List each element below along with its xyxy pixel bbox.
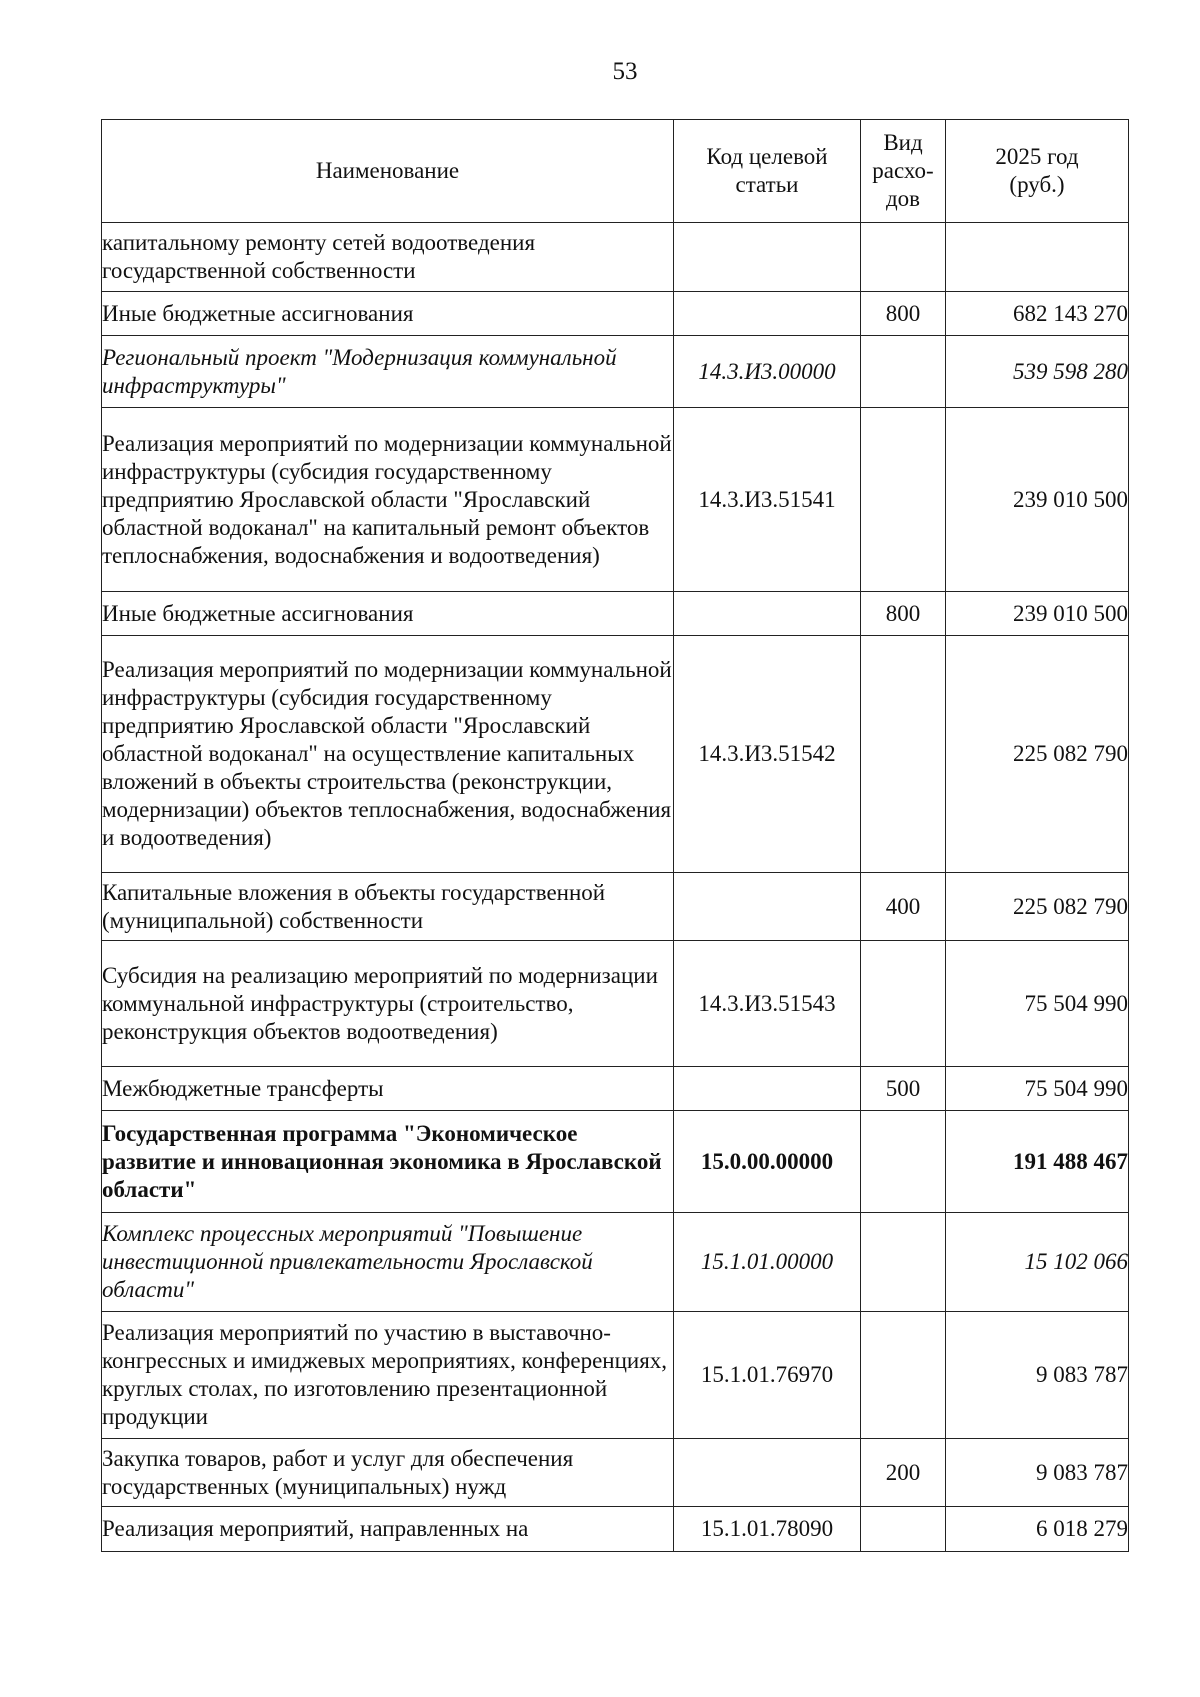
cell-name: Реализация мероприятий по модернизации коммунальной инфраструктуры (субсидия государственному предприятию Ярославской области "Ярославский областной водоканал" на капитальный ремонт объектов теплоснабжения, водоснабжения и водоотведения): [102, 408, 674, 592]
cell-amount: 6 018 279: [946, 1507, 1129, 1552]
page-number: 53: [612, 58, 638, 85]
cell-code: [674, 873, 861, 941]
cell-amount: 239 010 500: [946, 408, 1129, 592]
budget-table: [101, 119, 1129, 1552]
cell-code: [674, 1067, 861, 1111]
table-row: [102, 1111, 1129, 1213]
cell-name: капитальному ремонту сетей водоотведения государственной собственности: [102, 223, 674, 292]
cell-name: Комплекс процессных мероприятий "Повышение инвестиционной привлекательности Ярославской области": [102, 1213, 674, 1312]
cell-amount: 15 102 066: [946, 1213, 1129, 1312]
cell-amount: 225 082 790: [946, 873, 1129, 941]
cell-code: 15.1.01.78090: [674, 1507, 861, 1552]
table-row: [102, 408, 1129, 592]
cell-type: [861, 336, 946, 408]
cell-code: 14.3.И3.51543: [674, 941, 861, 1067]
cell-type: [861, 636, 946, 873]
cell-type: 400: [861, 873, 946, 941]
header-type: Вид расхо-дов: [861, 120, 946, 223]
table-row: [102, 1507, 1129, 1552]
table-header-row: [102, 120, 1129, 223]
table-row: [102, 873, 1129, 941]
header-name: Наименование: [102, 120, 674, 223]
cell-type: 200: [861, 1439, 946, 1507]
cell-code: 15.0.00.00000: [674, 1111, 861, 1213]
table-row: [102, 223, 1129, 292]
cell-amount: 75 504 990: [946, 941, 1129, 1067]
cell-type: [861, 1111, 946, 1213]
cell-code: [674, 592, 861, 636]
cell-type: [861, 1312, 946, 1439]
cell-type: [861, 223, 946, 292]
table-row: [102, 941, 1129, 1067]
table-row: [102, 336, 1129, 408]
cell-amount: 9 083 787: [946, 1439, 1129, 1507]
cell-name: Иные бюджетные ассигнования: [102, 292, 674, 336]
cell-amount: 191 488 467: [946, 1111, 1129, 1213]
cell-type: 800: [861, 592, 946, 636]
header-amount: 2025 год (руб.): [946, 120, 1129, 223]
cell-code: 15.1.01.00000: [674, 1213, 861, 1312]
cell-code: 14.3.И3.51542: [674, 636, 861, 873]
cell-type: [861, 941, 946, 1067]
cell-name: Региональный проект "Модернизация коммунальной инфраструктуры": [102, 336, 674, 408]
table-row: [102, 592, 1129, 636]
cell-type: [861, 408, 946, 592]
cell-name: Реализация мероприятий по модернизации коммунальной инфраструктуры (субсидия государственному предприятию Ярославской области "Ярославский областной водоканал" на осуществление капитальных вложений в объекты строительства (реконструкции, модернизации) объектов теплоснабжения, водоснабжения и водоотведения): [102, 636, 674, 873]
cell-name: Реализация мероприятий по участию в выставочно-конгрессных и имиджевых мероприятиях, конференциях, круглых столах, по изготовлению презентационной продукции: [102, 1312, 674, 1439]
table-row: [102, 1213, 1129, 1312]
cell-amount: 539 598 280: [946, 336, 1129, 408]
cell-name: Межбюджетные трансферты: [102, 1067, 674, 1111]
table-row: [102, 636, 1129, 873]
cell-name: Иные бюджетные ассигнования: [102, 592, 674, 636]
cell-code: [674, 223, 861, 292]
cell-type: [861, 1213, 946, 1312]
cell-code: 15.1.01.76970: [674, 1312, 861, 1439]
cell-amount: 239 010 500: [946, 592, 1129, 636]
cell-type: 500: [861, 1067, 946, 1111]
cell-amount: [946, 223, 1129, 292]
cell-code: 14.3.И3.00000: [674, 336, 861, 408]
table-row: [102, 292, 1129, 336]
table-row: [102, 1067, 1129, 1111]
cell-amount: 225 082 790: [946, 636, 1129, 873]
cell-type: [861, 1507, 946, 1552]
cell-name: Субсидия на реализацию мероприятий по модернизации коммунальной инфраструктуры (строительство, реконструкция объектов водоотведения): [102, 941, 674, 1067]
table-row: [102, 1312, 1129, 1439]
cell-name: Государственная программа "Экономическое развитие и инновационная экономика в Ярославской области": [102, 1111, 674, 1213]
header-code: Код целевой статьи: [674, 120, 861, 223]
cell-amount: 75 504 990: [946, 1067, 1129, 1111]
cell-code: [674, 292, 861, 336]
cell-name: Закупка товаров, работ и услуг для обеспечения государственных (муниципальных) нужд: [102, 1439, 674, 1507]
cell-name: Капитальные вложения в объекты государственной (муниципальной) собственности: [102, 873, 674, 941]
cell-code: [674, 1439, 861, 1507]
cell-amount: 682 143 270: [946, 292, 1129, 336]
cell-type: 800: [861, 292, 946, 336]
table-row: [102, 1439, 1129, 1507]
cell-code: 14.3.И3.51541: [674, 408, 861, 592]
cell-amount: 9 083 787: [946, 1312, 1129, 1439]
cell-name: Реализация мероприятий, направленных на: [102, 1507, 674, 1552]
